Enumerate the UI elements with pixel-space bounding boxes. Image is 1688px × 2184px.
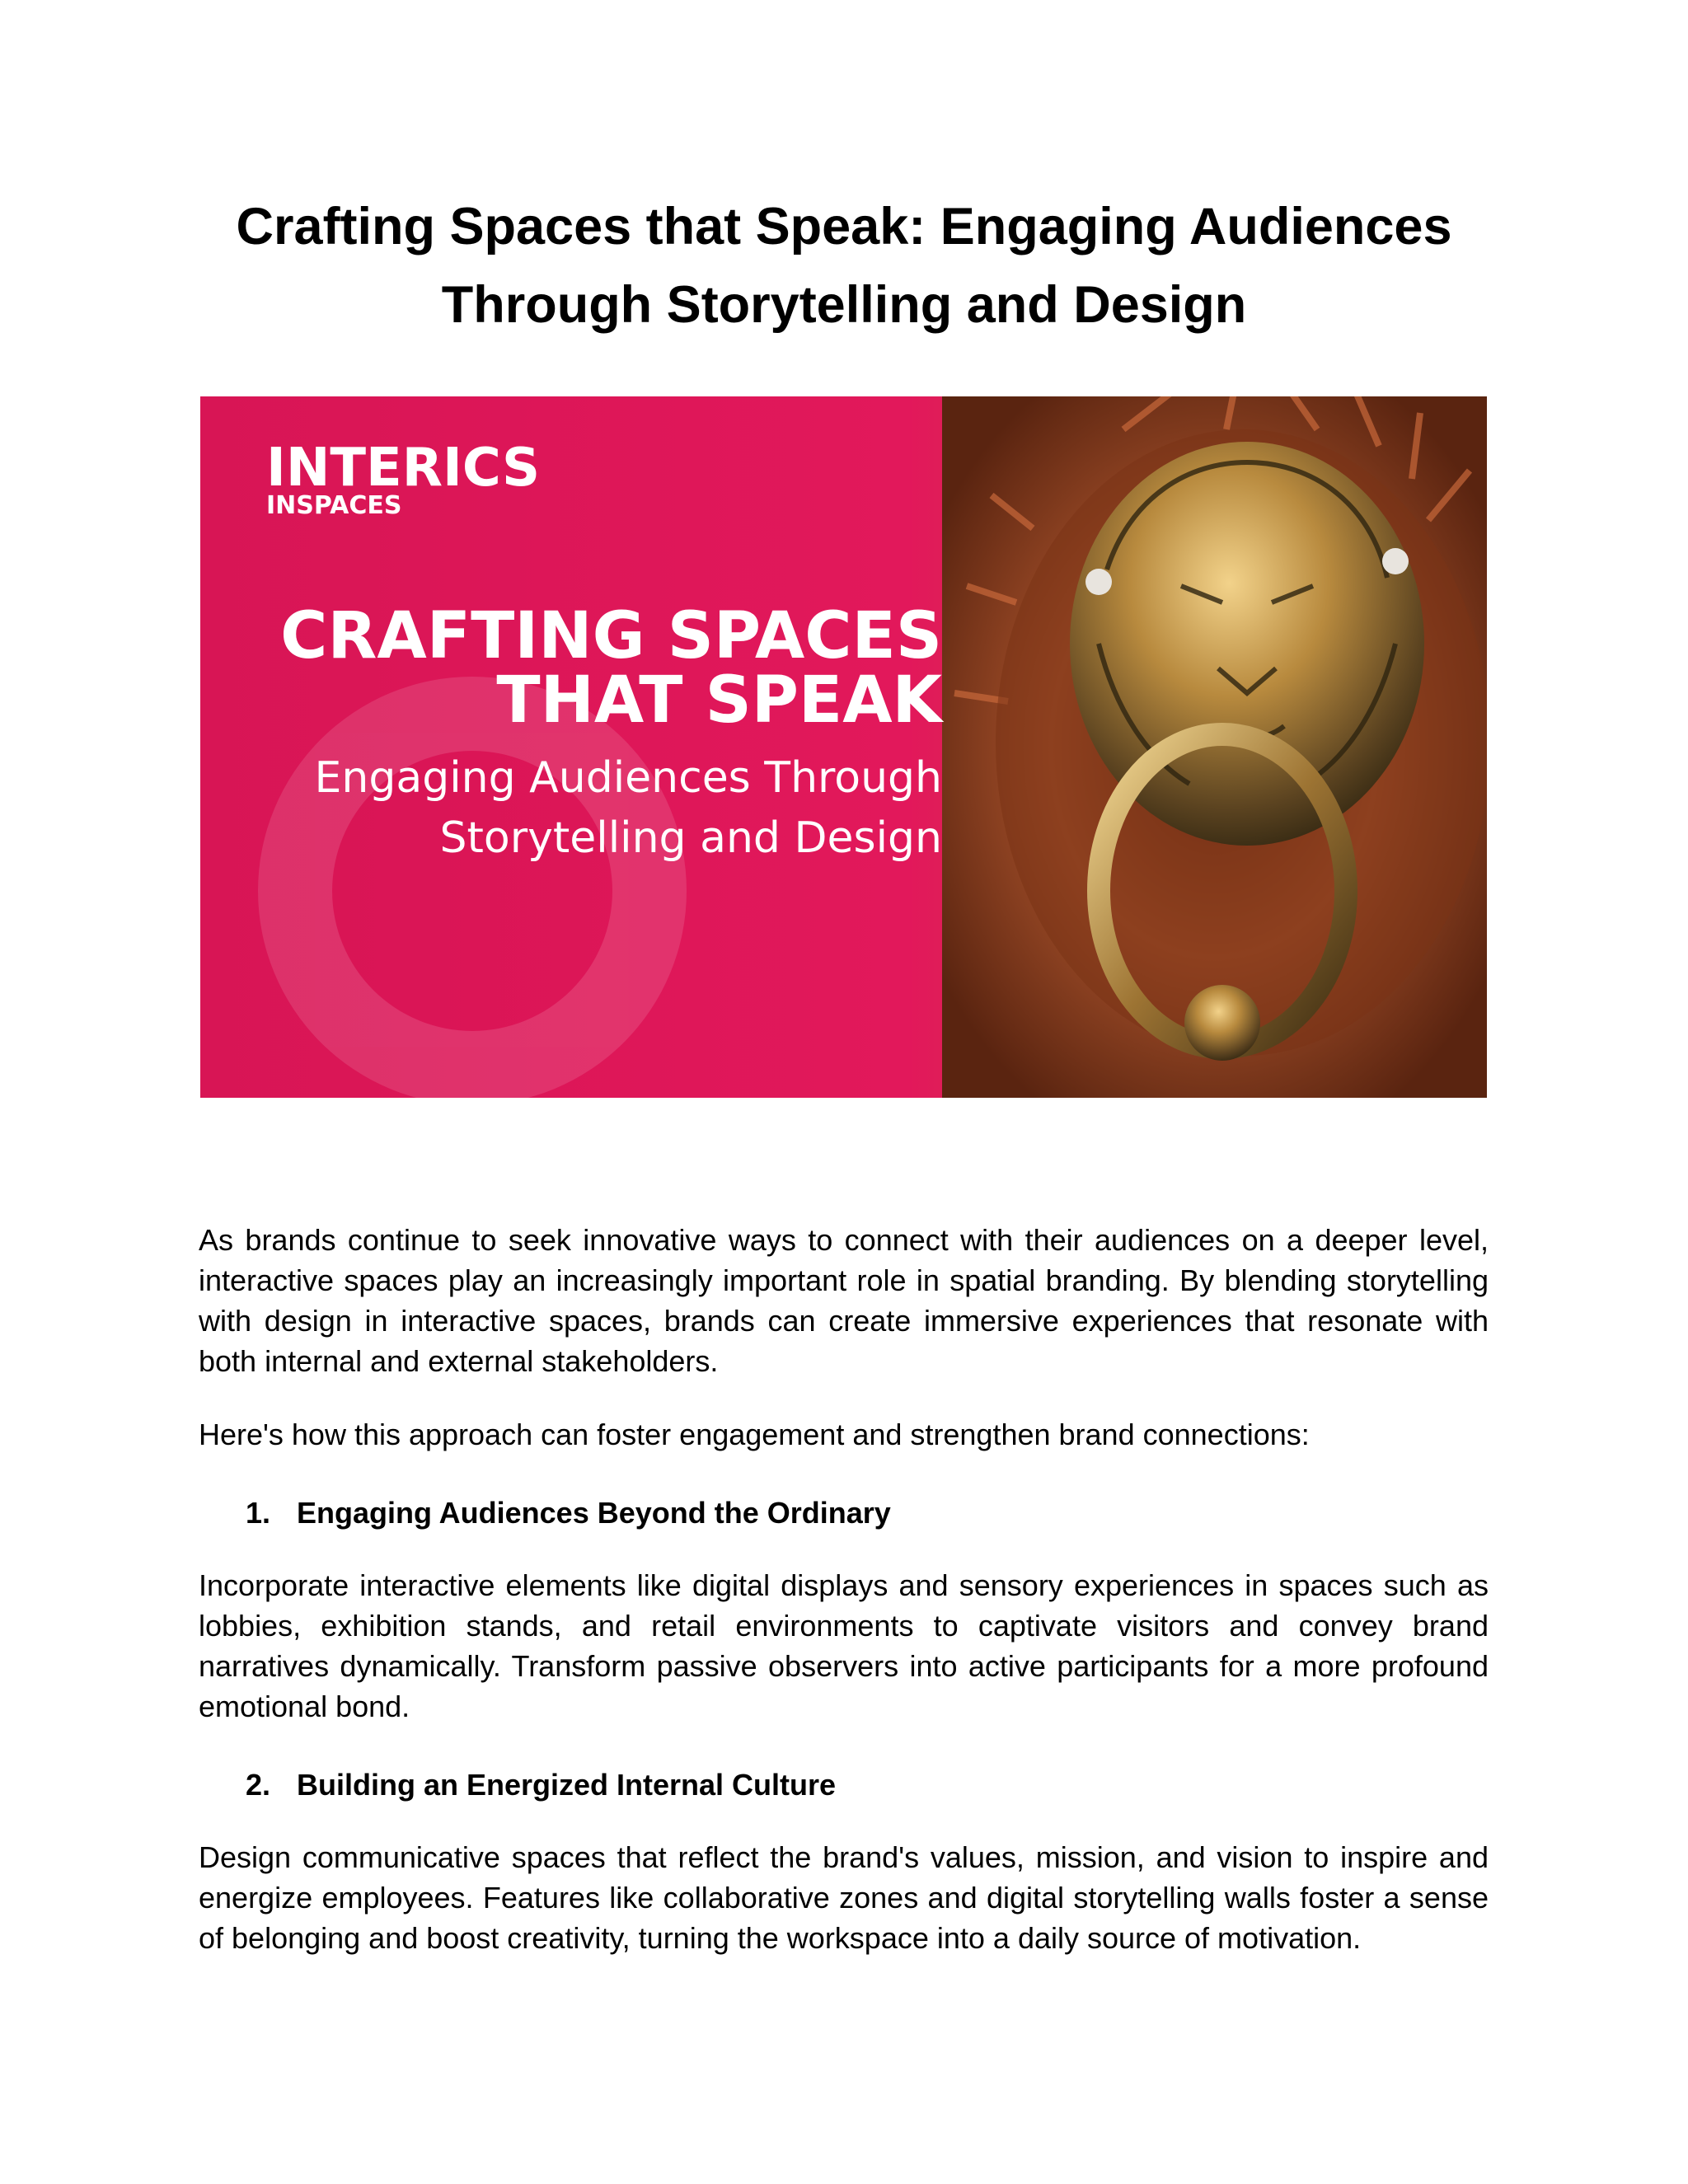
intro-paragraph: As brands continue to seek innovative ways to connect with their audiences on a deeper level, interactive spaces play an increasingly important role in spatial branding. By blending storytelling with design in interactive spaces, brands can create immersive experiences that resonate with both internal and external stakeholders. (199, 1223, 1489, 1378)
section-heading-text: Building an Energized Internal Culture (297, 1768, 837, 1802)
banner-logo-sub: INSPACES (266, 491, 402, 520)
banner-faded-lion (258, 677, 687, 1098)
section-body: Design communicative spaces that reflect the brand's values, mission, and vision to inspire and energize employees. Features like collaborative zones and digital storytelling walls foster a sense of belonging and boost creativity, turning the workspace into a daily source of motivation. (199, 1840, 1489, 1955)
document-title: Crafting Spaces that Speak: Engaging Audiences Through Storytelling and Design (236, 198, 1452, 334)
banner-logo-main: INTERICS (266, 438, 541, 499)
lead-in-paragraph: Here's how this approach can foster engagement and strengthen brand connections: (199, 1418, 1310, 1451)
section-number: 2. (246, 1768, 271, 1802)
section-heading (246, 1765, 836, 1805)
banner-image (200, 396, 1487, 1098)
section-number: 1. (246, 1496, 271, 1530)
section-body: Incorporate interactive elements like digital displays and sensory experiences in spaces such as lobbies, exhibition stands, and retail environments to captivate visitors and convey brand narratives dynamically. Transform passive observers into active participants for a more profound emotional bond. (199, 1568, 1489, 1723)
banner-illustration (200, 396, 1487, 1098)
lion-door-knocker (942, 396, 1487, 1098)
section-heading-text: Engaging Audiences Beyond the Ordinary (297, 1496, 891, 1530)
banner-subline1: Engaging Audiences Through (314, 753, 942, 803)
banner-subline2: Storytelling and Design (439, 813, 942, 863)
banner-headline-line1: CRAFTING SPACES (280, 599, 942, 673)
section-heading (246, 1493, 891, 1533)
banner-headline-line2: THAT SPEAK (496, 663, 942, 738)
